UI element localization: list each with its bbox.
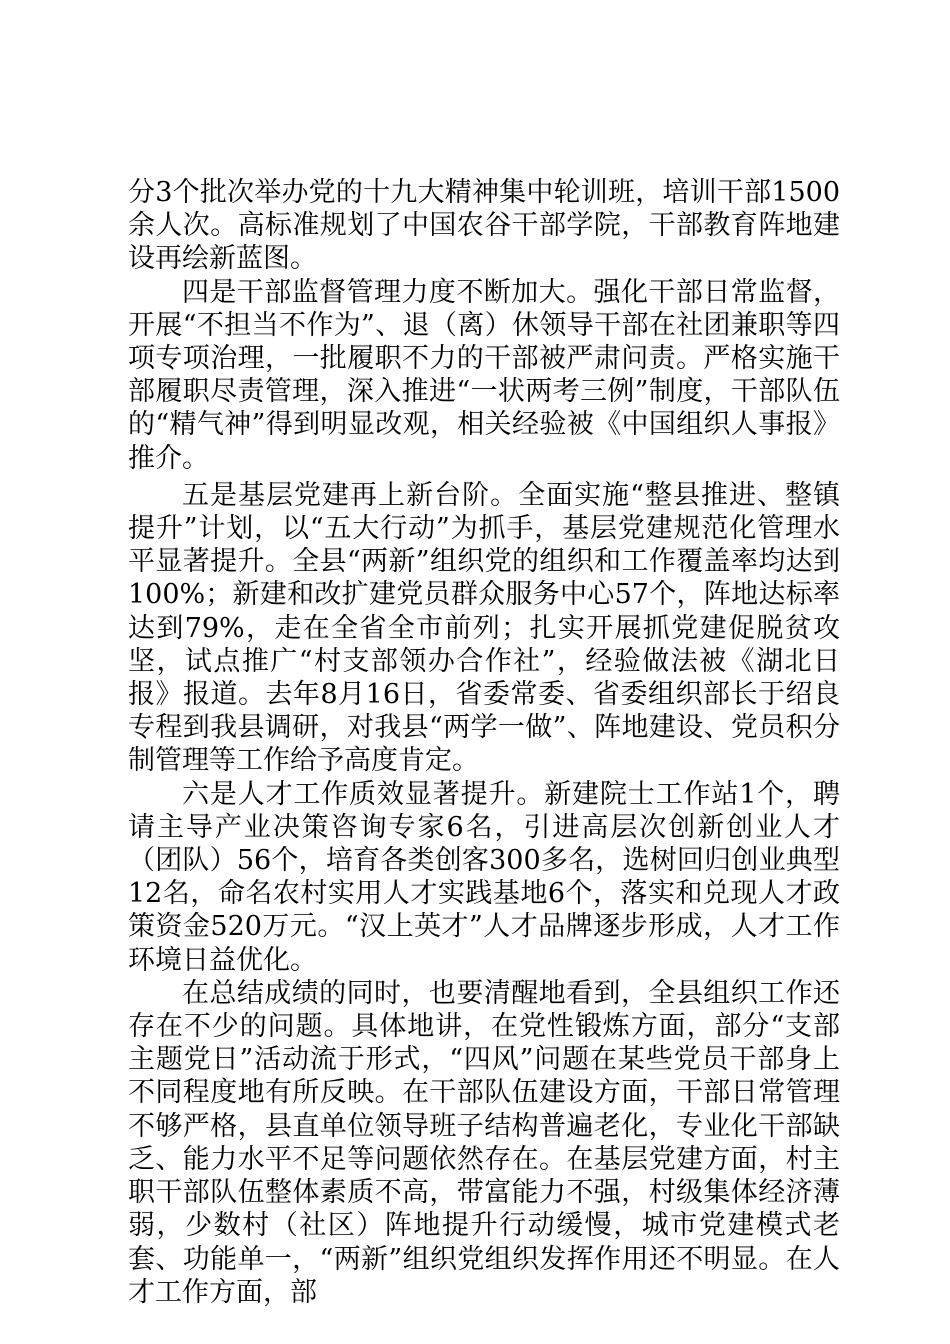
paragraph-grassroots-party-building: 五是基层党建再上新台阶。全面实施“整县推进、整镇提升”计划，以“五大行动”为抓手，基层党建规范化管理水平显著提升。全县“两新”组织党的组织和工作覆盖率均达到100%；新建和改扩建党员群众服务中心57个，阵地达标率达到79%，走在全省全市前列；扎实开展抓党建促脱贫攻坚，试点推广“村支部领办合作社”，经验做法被《湖北日报》报道。去年8月16日，省委常委、省委组织部长于绍良专程到我县调研，对我县“两学一做”、阵地建设、党员积分制管理等工作给予高度肯定。 bbox=[128, 479, 840, 777]
paragraph-talent-work: 六是人才工作质效显著提升。新建院士工作站1个，聘请主导产业决策咨询专家6名，引进高层次创新创业人才（团队）56个，培育各类创客300多名，选树回归创业典型12名，命名农村实用人才实践基地6个，落实和兑现人才政策资金520万元。“汉上英才”人才品牌逐步形成，人才工作环境日益优化。 bbox=[128, 778, 840, 976]
paragraph-cadre-training-continued: 分3个批次举办党的十九大精神集中轮训班，培训干部1500余人次。高标准规划了中国农谷干部学院，干部教育阵地建设再绘新蓝图。 bbox=[128, 177, 840, 275]
paragraph-cadre-supervision: 四是干部监督管理力度不断加大。强化干部日常监督，开展“不担当不作为”、退（离）休领导干部在社团兼职等四项专项治理，一批履职不力的干部被严肃问责。严格实施干部履职尽责管理，深入推进“一状两考三例”制度，干部队伍的“精气神”得到明显改观，相关经验被《中国组织人事报》推介。 bbox=[128, 276, 840, 474]
paragraph-existing-problems: 在总结成绩的同时，也要清醒地看到，全县组织工作还存在不少的问题。具体地讲，在党性锻炼方面，部分“支部主题党日”活动流于形式，“四风”问题在某些党员干部身上不同程度地有所反映。在干部队伍建设方面，干部日常管理不够严格，县直单位领导班子结构普遍老化，专业化干部缺乏、能力水平不足等问题依然存在。在基层党建方面，村主职干部队伍整体素质不高，带富能力不强，村级集体经济薄弱，少数村（社区）阵地提升行动缓慢，城市党建模式老套、功能单一，“两新”组织党组织发挥作用还不明显。在人才工作方面，部 bbox=[128, 977, 840, 1308]
document-body bbox=[128, 176, 840, 1309]
